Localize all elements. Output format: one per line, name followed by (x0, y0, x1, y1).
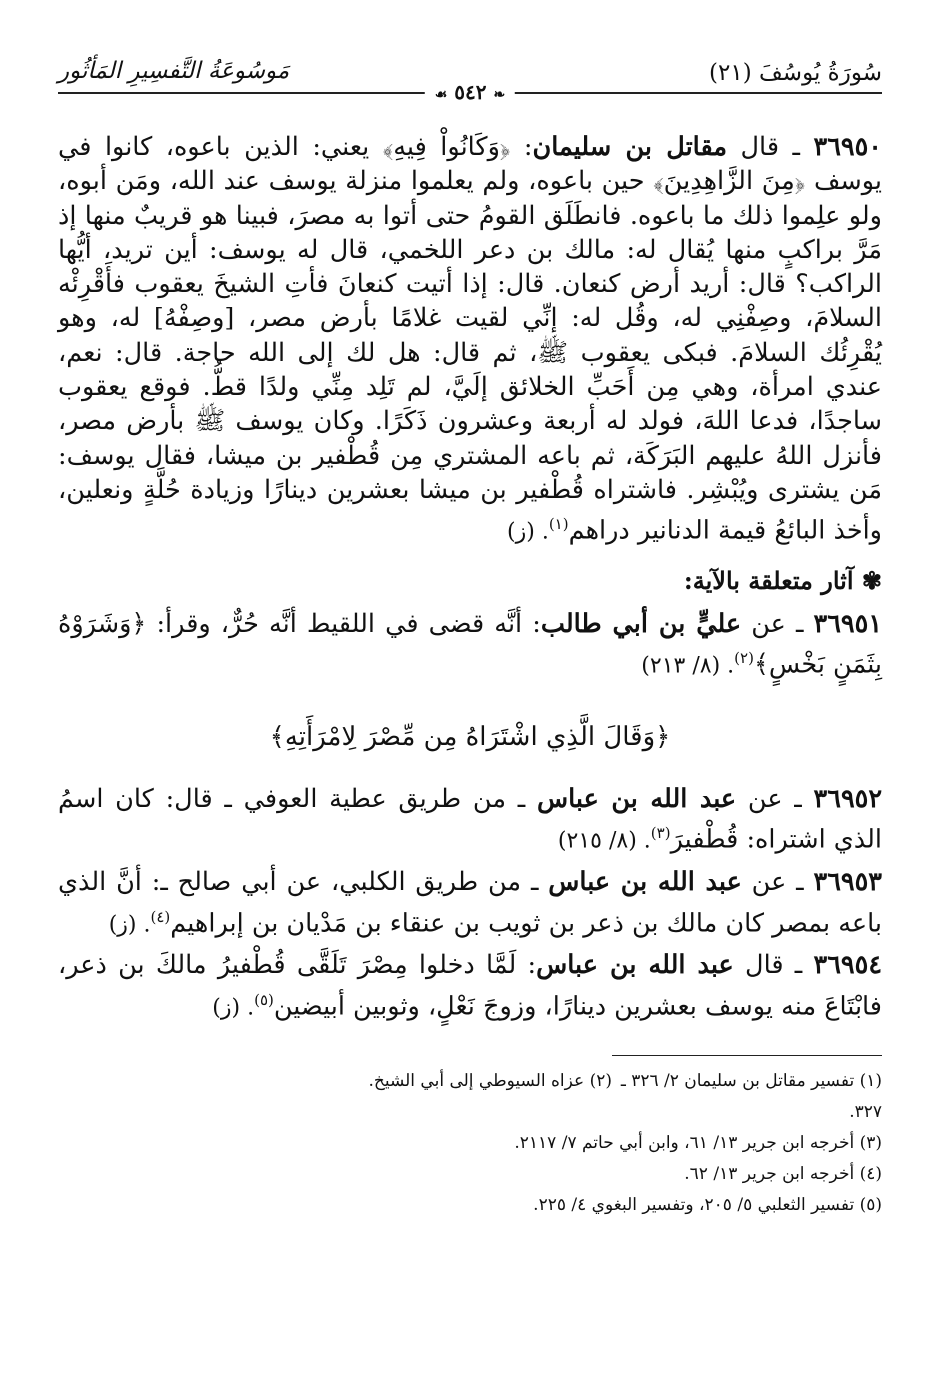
footnote-1: (١) تفسير مقاتل بن سليمان ٢/ ٣٢٦ ـ ٣٢٧. (620, 1071, 882, 1123)
ornament-icon: ☙ (434, 87, 448, 103)
narrator-name: عليٍّ بن أبي طالب (540, 609, 742, 640)
ornament-icon: ❧ (493, 87, 506, 103)
entry-36952: ٣٦٩٥٢ ـ عن عبد الله بن عباس ـ من طريق عطية العوفي ـ قال: كان اسمُ الذي اشتراه: قُطْفيرَ$^{(٣)}$. (٨/ ٢١٥) (58, 784, 883, 855)
entry-36954: ٣٦٩٥٤ ـ قال عبد الله بن عباس: لَمَّا دخلوا مِصْرَ تَلَقَّى قُطْفيرُ مالكَ بن ذعر، فابْتَاعَ منه يوسف بعشرين دينارًا، وزوجَ نَعْلٍ، وثوبين أبيضين$^{(٥)}$. (ز) (58, 950, 883, 1022)
footnote-ref: (٥) (254, 990, 274, 1009)
section-heading: ✾ آثار متعلقة بالآية: (683, 566, 882, 596)
footnote-ref: (١) (548, 515, 569, 534)
page-number: ❧ ٥٤٢ ☙ (425, 80, 515, 104)
narrator-name: عبد الله بن عباس (536, 784, 737, 815)
narrator-name: عبد الله بن عباس (548, 867, 742, 898)
entry-36953: ٣٦٩٥٣ ـ عن عبد الله بن عباس ـ من طريق الكلبي، عن أبي صالح ـ: أنَّ الذي باعه بمصر كان مالك بن ذعر بن ثويب بن عنقاء بن مَدْيان بن إبراهيم$^{(٤)}$. (ز) (58, 867, 882, 939)
flower-icon: ✾ (861, 566, 882, 596)
narrator-name: عبد الله بن عباس (536, 950, 734, 981)
book-title: مَوسُوعَةُ التَّفسِيرِ المَأثُور (58, 58, 290, 84)
entry-36950: ٣٦٩٥٠ ـ قال مقاتل بن سليمان: ﴿وَكَانُواْ فِيهِ﴾ يعني: الذين باعوه، كانوا في يوسف ﴿مِنَ الزَّاهِدِينَ﴾ حين باعوه، ولم يعلموا منزلة يوسف عند الله، ومَن أبوه، ولو علِموا ذلك ما باعوه. فانطَلَق القومُ حتى أتوا به مصرَ، فبينا هو قريبٌ منها إذ مَرَّ براكبٍ منها يُقال له: مالك بن دعر اللخمي، قال له يوسف: أين تريد، أيُّها الراكب؟ قال: أريد أرض كنعان. قال: إذا أتيت كنعانَ فأتِ الشيخَ يعقوب فأَقْرِئْه السلامَ، وصِفْنِي له، وقُل له: إنِّي لقيت غلامًا بأرض مصر، [وصِفْهُ] له، وهو يُقْرِئُك السلامَ. فبكى يعقوب ﷺ، ثم قال: هل لك إلى الله حاجة. قال: نعم، عندي امرأة، وهي مِن أَحَبِّ الخلائق إلَيَّ، لم تَلِد مِنِّي ولدًا قطُّ. فوقع يعقوب ساجدًا، فدعا اللهَ، فولد له أربعة وعشرون ذَكَرًا. وكان يوسف ﷺ بأرض مصر، فأنزل اللهُ عليهم البَرَكَة، ثم باعه المشتري مِن قُطْفير بن ميشا، فقال يوسف: مَن يشترى ويُبْشِر. فاشتراه قُطْفير بن ميشا بعشرين دينارًا وزيادة حُلَّةٍ ونعلين، وأخذ البائعُ قيمة الدنانير دراهم$^{(١)}$. (ز) (58, 132, 882, 546)
quran-verse: ﴿وَقَالَ الَّذِي اشْتَرَاهُ مِن مِّصْرَ لِامْرَأَتِهِ﴾ (269, 722, 671, 753)
page (58, 50, 882, 1221)
footnote-ref: (٣) (650, 824, 671, 843)
footnote-4: (٤) أخرجه ابن جرير ١٣/ ٦٢. (684, 1164, 882, 1185)
footnote-3: (٣) أخرجه ابن جرير ١٣/ ٦١، وابن أبي حاتم ٧/ ٢١١٧. (514, 1133, 882, 1154)
footnote-5: (٥) تفسير الثعلبي ٥/ ٢٠٥، وتفسير البغوي ٤/ ٢٢٥. (533, 1195, 882, 1216)
footnote-2: (٢) عزاه السيوطي إلى أبي الشيخ. (368, 1071, 612, 1092)
footnote-ref: (٤) (150, 907, 171, 926)
narrator-name: مقاتل بن سليمان (532, 132, 728, 162)
footnote-separator (612, 1055, 882, 1056)
page-header (58, 50, 882, 106)
entry-36951: ٣٦٩٥١ ـ عن عليٍّ بن أبي طالب: أنَّه قضى في اللقيط أنَّه حُرٌّ، وقرأ: ﴿وَشَرَوْهُ بِثَمَنٍ بَخْسٍ﴾$^{(٢)}$. (٨/ ٢١٣) (58, 609, 883, 680)
footnote-ref: (٢) (734, 649, 754, 668)
footnotes (58, 1066, 882, 1221)
surah-title: سُورَةُ يُوسُفَ (٢١) (709, 60, 882, 86)
